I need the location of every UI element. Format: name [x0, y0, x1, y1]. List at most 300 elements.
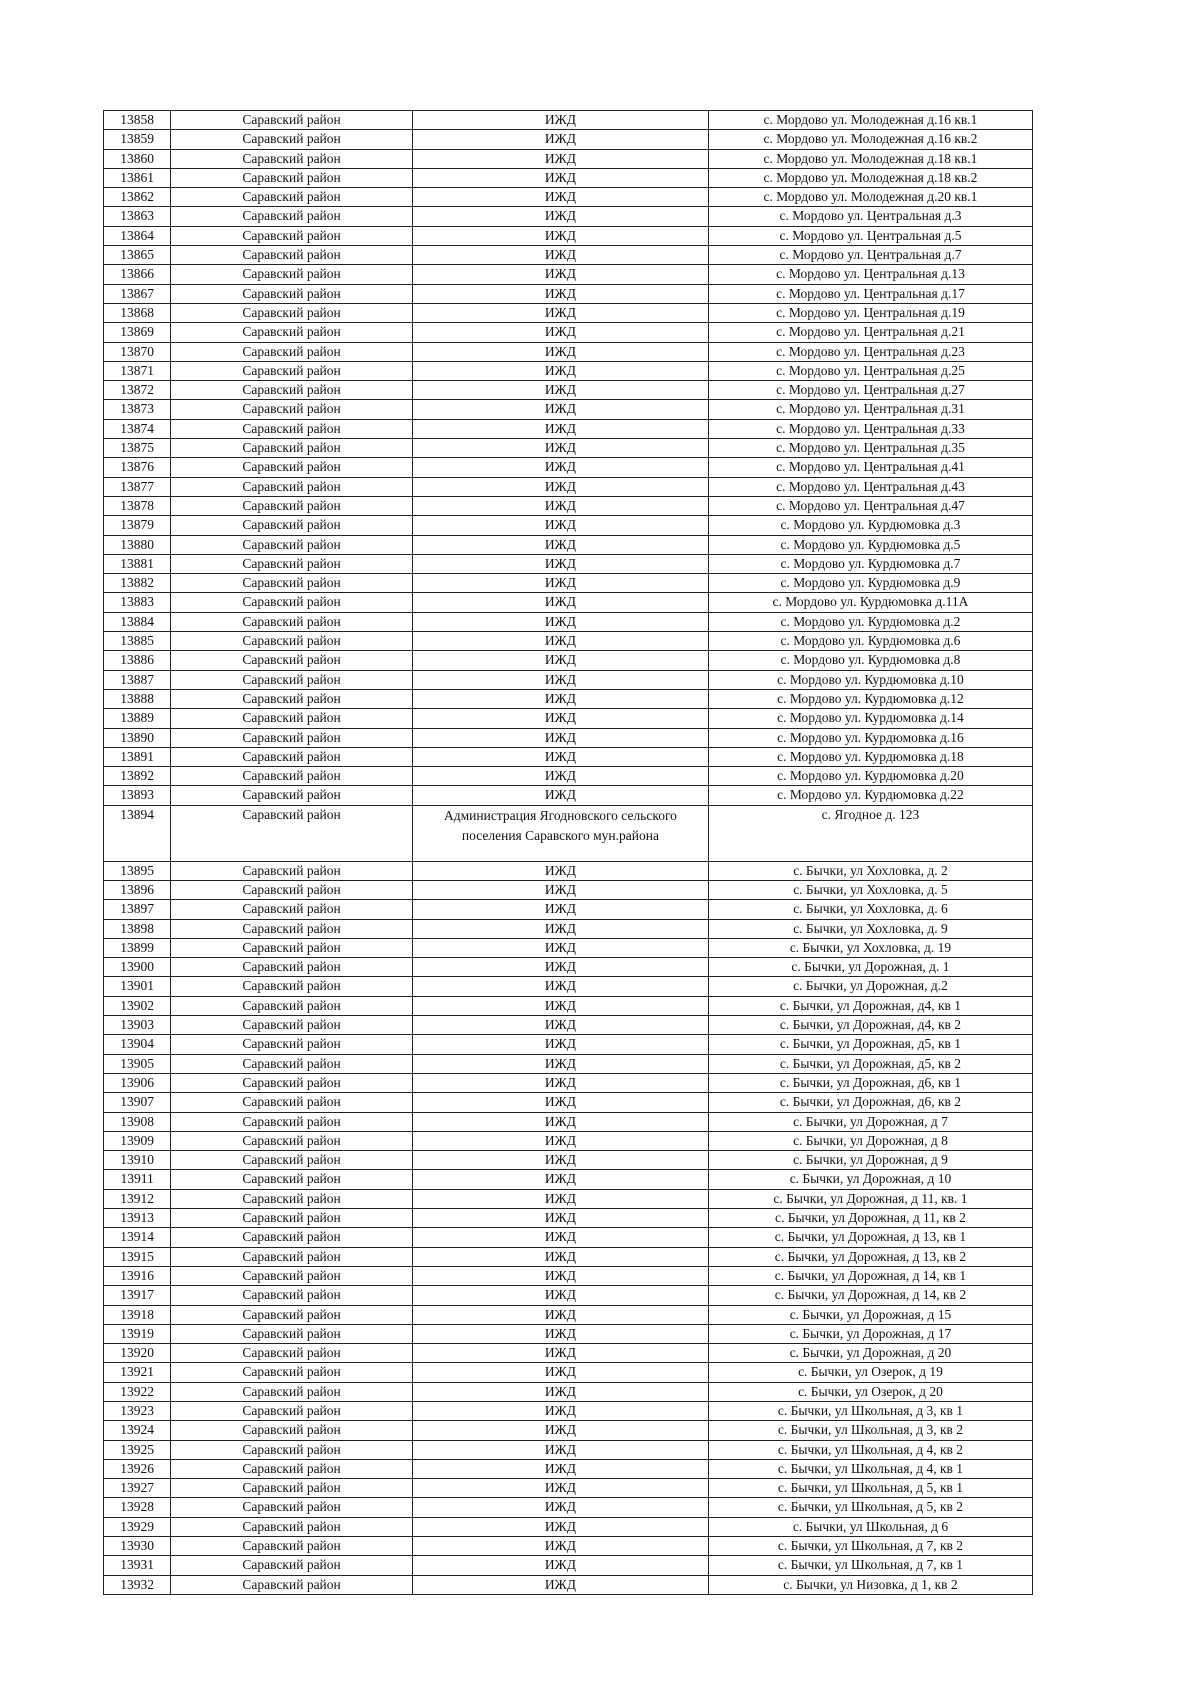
address-cell: с. Мордово ул. Центральная д.19 — [708, 303, 1032, 322]
record-number-cell: 13888 — [104, 689, 171, 708]
table-row — [104, 1247, 1033, 1266]
record-number-cell: 13918 — [104, 1305, 171, 1324]
object-type-cell: ИЖД — [412, 188, 708, 207]
district-cell: Саравский район — [171, 958, 413, 977]
table-row — [104, 535, 1033, 554]
object-type-cell: ИЖД — [412, 1093, 708, 1112]
district-cell: Саравский район — [171, 747, 413, 766]
record-number-cell: 13905 — [104, 1054, 171, 1073]
address-cell: с. Мордово ул. Курдюмовка д.2 — [708, 612, 1032, 631]
address-cell: с. Бычки, ул Дорожная, д. 1 — [708, 958, 1032, 977]
object-type-cell: ИЖД — [412, 516, 708, 535]
district-cell: Саравский район — [171, 265, 413, 284]
record-number-cell: 13895 — [104, 861, 171, 880]
address-cell: с. Бычки, ул Дорожная, д 8 — [708, 1131, 1032, 1150]
object-type-cell: ИЖД — [412, 400, 708, 419]
table-row — [104, 1324, 1033, 1343]
district-cell: Саравский район — [171, 709, 413, 728]
record-number-cell: 13904 — [104, 1035, 171, 1054]
record-number-cell: 13908 — [104, 1112, 171, 1131]
record-number-cell: 13880 — [104, 535, 171, 554]
district-cell: Саравский район — [171, 226, 413, 245]
district-cell: Саравский район — [171, 1517, 413, 1536]
district-cell: Саравский район — [171, 535, 413, 554]
district-cell: Саравский район — [171, 919, 413, 938]
object-type-cell: ИЖД — [412, 670, 708, 689]
record-number-cell: 13884 — [104, 612, 171, 631]
table-row — [104, 612, 1033, 631]
address-cell: с. Бычки, ул Школьная, д 5, кв 2 — [708, 1498, 1032, 1517]
address-cell: с. Мордово ул. Курдюмовка д.6 — [708, 632, 1032, 651]
address-cell: с. Бычки, ул Озерок, д 20 — [708, 1382, 1032, 1401]
record-number-cell: 13875 — [104, 439, 171, 458]
record-number-cell: 13864 — [104, 226, 171, 245]
district-cell: Саравский район — [171, 612, 413, 631]
address-cell: с. Бычки, ул Дорожная, д 7 — [708, 1112, 1032, 1131]
object-type-cell: ИЖД — [412, 1363, 708, 1382]
table-row — [104, 805, 1033, 861]
record-number-cell: 13913 — [104, 1209, 171, 1228]
object-type-cell: ИЖД — [412, 554, 708, 573]
object-type-cell: ИЖД — [412, 1112, 708, 1131]
table-row — [104, 632, 1033, 651]
table-row — [104, 477, 1033, 496]
table-row — [104, 1266, 1033, 1285]
object-type-cell: ИЖД — [412, 323, 708, 342]
record-number-cell: 13882 — [104, 574, 171, 593]
district-cell: Саравский район — [171, 1344, 413, 1363]
table-row — [104, 880, 1033, 899]
object-type-cell: ИЖД — [412, 1459, 708, 1478]
district-cell: Саравский район — [171, 1228, 413, 1247]
object-type-cell: ИЖД — [412, 1575, 708, 1594]
record-number-cell: 13912 — [104, 1189, 171, 1208]
district-cell: Саравский район — [171, 1459, 413, 1478]
record-number-cell: 13877 — [104, 477, 171, 496]
object-type-cell: ИЖД — [412, 1131, 708, 1150]
address-cell: с. Бычки, ул Дорожная, д 17 — [708, 1324, 1032, 1343]
table-row — [104, 1459, 1033, 1478]
district-cell: Саравский район — [171, 1556, 413, 1575]
address-cell: с. Мордово ул. Центральная д.7 — [708, 246, 1032, 265]
district-cell: Саравский район — [171, 149, 413, 168]
record-number-cell: 13860 — [104, 149, 171, 168]
district-cell: Саравский район — [171, 670, 413, 689]
record-number-cell: 13872 — [104, 381, 171, 400]
record-number-cell: 13927 — [104, 1479, 171, 1498]
object-type-cell: ИЖД — [412, 938, 708, 957]
address-cell: с. Бычки, ул Школьная, д 4, кв 2 — [708, 1440, 1032, 1459]
record-number-cell: 13925 — [104, 1440, 171, 1459]
table-row — [104, 168, 1033, 187]
address-cell: с. Бычки, ул Дорожная, д 15 — [708, 1305, 1032, 1324]
object-type-cell: ИЖД — [412, 1479, 708, 1498]
district-cell: Саравский район — [171, 632, 413, 651]
address-cell: с. Бычки, ул Дорожная, д 20 — [708, 1344, 1032, 1363]
record-number-cell: 13891 — [104, 747, 171, 766]
object-type-cell: ИЖД — [412, 593, 708, 612]
table-row — [104, 1131, 1033, 1150]
record-number-cell: 13899 — [104, 938, 171, 957]
table-row — [104, 1344, 1033, 1363]
object-type-cell: ИЖД — [412, 1054, 708, 1073]
address-cell: с. Мордово ул. Курдюмовка д.20 — [708, 767, 1032, 786]
address-cell: с. Бычки, ул Дорожная, д 13, кв 2 — [708, 1247, 1032, 1266]
record-number-cell: 13916 — [104, 1266, 171, 1285]
table-row — [104, 1305, 1033, 1324]
table-row — [104, 381, 1033, 400]
address-cell: с. Бычки, ул Хохловка, д. 19 — [708, 938, 1032, 957]
address-cell: с. Бычки, ул Дорожная, д6, кв 2 — [708, 1093, 1032, 1112]
district-cell: Саравский район — [171, 458, 413, 477]
object-type-cell: ИЖД — [412, 1151, 708, 1170]
object-type-cell: ИЖД — [412, 535, 708, 554]
district-cell: Саравский район — [171, 1209, 413, 1228]
address-cell: с. Мордово ул. Центральная д.43 — [708, 477, 1032, 496]
object-type-cell: ИЖД — [412, 149, 708, 168]
table-row — [104, 1537, 1033, 1556]
record-number-cell: 13866 — [104, 265, 171, 284]
object-type-cell: ИЖД — [412, 1305, 708, 1324]
district-cell: Саравский район — [171, 1131, 413, 1150]
object-type-cell: ИЖД — [412, 381, 708, 400]
district-cell: Саравский район — [171, 207, 413, 226]
object-type-cell: ИЖД — [412, 207, 708, 226]
address-cell: с. Бычки, ул Хохловка, д. 6 — [708, 900, 1032, 919]
record-number-cell: 13910 — [104, 1151, 171, 1170]
address-cell: с. Мордово ул. Центральная д.33 — [708, 419, 1032, 438]
district-cell: Саравский район — [171, 805, 413, 861]
address-cell: с. Бычки, ул Хохловка, д. 5 — [708, 880, 1032, 899]
record-number-cell: 13881 — [104, 554, 171, 573]
district-cell: Саравский район — [171, 342, 413, 361]
object-type-cell: ИЖД — [412, 1517, 708, 1536]
table-row — [104, 111, 1033, 130]
table-row — [104, 1440, 1033, 1459]
district-cell: Саравский район — [171, 361, 413, 380]
district-cell: Саравский район — [171, 1266, 413, 1285]
object-type-cell: ИЖД — [412, 689, 708, 708]
record-number-cell: 13909 — [104, 1131, 171, 1150]
address-cell: с. Бычки, ул Дорожная, д 11, кв. 1 — [708, 1189, 1032, 1208]
object-type-cell: ИЖД — [412, 1421, 708, 1440]
table-row — [104, 938, 1033, 957]
registry-table-body — [104, 111, 1033, 1595]
district-cell: Саравский район — [171, 381, 413, 400]
table-row — [104, 709, 1033, 728]
district-cell: Саравский район — [171, 1479, 413, 1498]
table-row — [104, 1112, 1033, 1131]
table-row — [104, 1382, 1033, 1401]
address-cell: с. Мордово ул. Курдюмовка д.3 — [708, 516, 1032, 535]
table-row — [104, 284, 1033, 303]
address-cell: с. Бычки, ул Дорожная, д6, кв 1 — [708, 1073, 1032, 1092]
table-row — [104, 554, 1033, 573]
record-number-cell: 13887 — [104, 670, 171, 689]
record-number-cell: 13896 — [104, 880, 171, 899]
object-type-cell: ИЖД — [412, 747, 708, 766]
object-type-cell: ИЖД — [412, 574, 708, 593]
object-type-cell: ИЖД — [412, 130, 708, 149]
address-cell: с. Мордово ул. Молодежная д.16 кв.1 — [708, 111, 1032, 130]
record-number-cell: 13876 — [104, 458, 171, 477]
record-number-cell: 13917 — [104, 1286, 171, 1305]
record-number-cell: 13858 — [104, 111, 171, 130]
record-number-cell: 13885 — [104, 632, 171, 651]
district-cell: Саравский район — [171, 1305, 413, 1324]
address-cell: с. Мордово ул. Курдюмовка д.8 — [708, 651, 1032, 670]
address-cell: с. Бычки, ул Дорожная, д 10 — [708, 1170, 1032, 1189]
record-number-cell: 13869 — [104, 323, 171, 342]
address-cell: с. Мордово ул. Курдюмовка д.22 — [708, 786, 1032, 805]
object-type-cell: ИЖД — [412, 246, 708, 265]
record-number-cell: 13867 — [104, 284, 171, 303]
record-number-cell: 13932 — [104, 1575, 171, 1594]
district-cell: Саравский район — [171, 1324, 413, 1343]
object-type-cell: ИЖД — [412, 728, 708, 747]
address-cell: с. Бычки, ул Дорожная, д5, кв 2 — [708, 1054, 1032, 1073]
object-type-cell: ИЖД — [412, 612, 708, 631]
object-type-cell: ИЖД — [412, 265, 708, 284]
object-type-cell: ИЖД — [412, 1324, 708, 1343]
address-cell: с. Мордово ул. Центральная д.41 — [708, 458, 1032, 477]
address-cell: с. Мордово ул. Курдюмовка д.16 — [708, 728, 1032, 747]
object-type-cell: ИЖД — [412, 958, 708, 977]
address-cell: с. Мордово ул. Центральная д.21 — [708, 323, 1032, 342]
address-cell: с. Бычки, ул Дорожная, д 14, кв 2 — [708, 1286, 1032, 1305]
table-row — [104, 651, 1033, 670]
record-number-cell: 13901 — [104, 977, 171, 996]
district-cell: Саравский район — [171, 786, 413, 805]
record-number-cell: 13906 — [104, 1073, 171, 1092]
object-type-cell: ИЖД — [412, 496, 708, 515]
object-type-cell: ИЖД — [412, 1228, 708, 1247]
record-number-cell: 13898 — [104, 919, 171, 938]
record-number-cell: 13921 — [104, 1363, 171, 1382]
address-cell: с. Мордово ул. Центральная д.3 — [708, 207, 1032, 226]
record-number-cell: 13924 — [104, 1421, 171, 1440]
table-row — [104, 419, 1033, 438]
record-number-cell: 13922 — [104, 1382, 171, 1401]
object-type-cell: ИЖД — [412, 1537, 708, 1556]
address-cell: с. Мордово ул. Молодежная д.20 кв.1 — [708, 188, 1032, 207]
address-cell: с. Бычки, ул Школьная, д 7, кв 1 — [708, 1556, 1032, 1575]
address-cell: с. Бычки, ул Школьная, д 6 — [708, 1517, 1032, 1536]
address-cell: с. Бычки, ул Дорожная, д 14, кв 1 — [708, 1266, 1032, 1285]
record-number-cell: 13889 — [104, 709, 171, 728]
record-number-cell: 13929 — [104, 1517, 171, 1536]
table-row — [104, 149, 1033, 168]
district-cell: Саравский район — [171, 111, 413, 130]
address-cell: с. Бычки, ул Дорожная, д.2 — [708, 977, 1032, 996]
district-cell: Саравский район — [171, 651, 413, 670]
table-row — [104, 458, 1033, 477]
object-type-cell: ИЖД — [412, 996, 708, 1015]
object-type-cell: ИЖД — [412, 168, 708, 187]
district-cell: Саравский район — [171, 728, 413, 747]
object-type-cell: ИЖД — [412, 1556, 708, 1575]
district-cell: Саравский район — [171, 1363, 413, 1382]
record-number-cell: 13883 — [104, 593, 171, 612]
record-number-cell: 13902 — [104, 996, 171, 1015]
address-cell: с. Бычки, ул Школьная, д 4, кв 1 — [708, 1459, 1032, 1478]
address-cell: с. Мордово ул. Курдюмовка д.18 — [708, 747, 1032, 766]
address-cell: с. Бычки, ул Дорожная, д4, кв 1 — [708, 996, 1032, 1015]
table-row — [104, 361, 1033, 380]
table-row — [104, 188, 1033, 207]
district-cell: Саравский район — [171, 477, 413, 496]
address-cell: с. Бычки, ул Дорожная, д 9 — [708, 1151, 1032, 1170]
object-type-cell: ИЖД — [412, 303, 708, 322]
table-row — [104, 574, 1033, 593]
record-number-cell: 13890 — [104, 728, 171, 747]
table-row — [104, 226, 1033, 245]
record-number-cell: 13871 — [104, 361, 171, 380]
table-row — [104, 1556, 1033, 1575]
table-row — [104, 130, 1033, 149]
record-number-cell: 13900 — [104, 958, 171, 977]
district-cell: Саравский район — [171, 1286, 413, 1305]
address-cell: с. Мордово ул. Молодежная д.18 кв.1 — [708, 149, 1032, 168]
district-cell: Саравский район — [171, 1112, 413, 1131]
table-row — [104, 728, 1033, 747]
address-cell: с. Мордово ул. Курдюмовка д.14 — [708, 709, 1032, 728]
table-row — [104, 1498, 1033, 1517]
table-row — [104, 689, 1033, 708]
table-row — [104, 1402, 1033, 1421]
district-cell: Саравский район — [171, 1151, 413, 1170]
address-cell: с. Мордово ул. Курдюмовка д.11А — [708, 593, 1032, 612]
district-cell: Саравский район — [171, 284, 413, 303]
object-type-cell: ИЖД — [412, 786, 708, 805]
table-row — [104, 439, 1033, 458]
object-type-cell: ИЖД — [412, 226, 708, 245]
district-cell: Саравский район — [171, 419, 413, 438]
address-cell: с. Мордово ул. Центральная д.17 — [708, 284, 1032, 303]
object-type-cell: ИЖД — [412, 361, 708, 380]
address-cell: с. Мордово ул. Молодежная д.18 кв.2 — [708, 168, 1032, 187]
record-number-cell: 13923 — [104, 1402, 171, 1421]
table-row — [104, 670, 1033, 689]
table-row — [104, 1151, 1033, 1170]
district-cell: Саравский район — [171, 554, 413, 573]
table-row — [104, 246, 1033, 265]
object-type-cell: ИЖД — [412, 111, 708, 130]
table-row — [104, 1170, 1033, 1189]
address-cell: с. Мордово ул. Центральная д.27 — [708, 381, 1032, 400]
table-row — [104, 516, 1033, 535]
object-type-cell: ИЖД — [412, 1189, 708, 1208]
table-row — [104, 1054, 1033, 1073]
record-number-cell: 13862 — [104, 188, 171, 207]
district-cell: Саравский район — [171, 303, 413, 322]
table-row — [104, 1228, 1033, 1247]
address-cell: с. Мордово ул. Центральная д.31 — [708, 400, 1032, 419]
district-cell: Саравский район — [171, 323, 413, 342]
object-type-cell: ИЖД — [412, 900, 708, 919]
table-row — [104, 1209, 1033, 1228]
object-type-cell: ИЖД — [412, 419, 708, 438]
table-row — [104, 265, 1033, 284]
table-row — [104, 342, 1033, 361]
record-number-cell: 13893 — [104, 786, 171, 805]
table-row — [104, 1073, 1033, 1092]
district-cell: Саравский район — [171, 767, 413, 786]
table-row — [104, 1016, 1033, 1035]
district-cell: Саравский район — [171, 977, 413, 996]
district-cell: Саравский район — [171, 1498, 413, 1517]
record-number-cell: 13878 — [104, 496, 171, 515]
table-row — [104, 1517, 1033, 1536]
address-cell: с. Бычки, ул Низовка, д 1, кв 2 — [708, 1575, 1032, 1594]
table-row — [104, 958, 1033, 977]
object-type-cell: ИЖД — [412, 977, 708, 996]
object-type-cell: ИЖД — [412, 1498, 708, 1517]
object-type-cell: ИЖД — [412, 1073, 708, 1092]
address-cell: с. Бычки, ул Школьная, д 3, кв 2 — [708, 1421, 1032, 1440]
address-cell: с. Мордово ул. Курдюмовка д.9 — [708, 574, 1032, 593]
district-cell: Саравский район — [171, 689, 413, 708]
district-cell: Саравский район — [171, 880, 413, 899]
record-number-cell: 13874 — [104, 419, 171, 438]
record-number-cell: 13861 — [104, 168, 171, 187]
table-row — [104, 996, 1033, 1015]
object-type-cell: ИЖД — [412, 1035, 708, 1054]
address-cell: с. Мордово ул. Курдюмовка д.10 — [708, 670, 1032, 689]
address-cell: с. Бычки, ул Школьная, д 5, кв 1 — [708, 1479, 1032, 1498]
object-type-cell: ИЖД — [412, 1440, 708, 1459]
address-cell: с. Бычки, ул Дорожная, д5, кв 1 — [708, 1035, 1032, 1054]
address-cell: с. Мордово ул. Молодежная д.16 кв.2 — [708, 130, 1032, 149]
table-row — [104, 786, 1033, 805]
district-cell: Саравский район — [171, 1016, 413, 1035]
address-cell: с. Мордово ул. Центральная д.35 — [708, 439, 1032, 458]
object-type-cell: ИЖД — [412, 1266, 708, 1285]
address-cell: с. Бычки, ул Дорожная, д 11, кв 2 — [708, 1209, 1032, 1228]
object-type-cell: ИЖД — [412, 1170, 708, 1189]
table-row — [104, 900, 1033, 919]
table-row — [104, 1479, 1033, 1498]
record-number-cell: 13892 — [104, 767, 171, 786]
table-row — [104, 1575, 1033, 1594]
address-cell: с. Мордово ул. Курдюмовка д.5 — [708, 535, 1032, 554]
address-cell: с. Мордово ул. Центральная д.5 — [708, 226, 1032, 245]
record-number-cell: 13931 — [104, 1556, 171, 1575]
record-number-cell: 13919 — [104, 1324, 171, 1343]
district-cell: Саравский район — [171, 1382, 413, 1401]
district-cell: Саравский район — [171, 246, 413, 265]
address-cell: с. Мордово ул. Центральная д.25 — [708, 361, 1032, 380]
record-number-cell: 13870 — [104, 342, 171, 361]
district-cell: Саравский район — [171, 1093, 413, 1112]
address-cell: с. Бычки, ул Озерок, д 19 — [708, 1363, 1032, 1382]
district-cell: Саравский район — [171, 1035, 413, 1054]
district-cell: Саравский район — [171, 168, 413, 187]
record-number-cell: 13868 — [104, 303, 171, 322]
district-cell: Саравский район — [171, 938, 413, 957]
address-cell: с. Бычки, ул Школьная, д 3, кв 1 — [708, 1402, 1032, 1421]
object-type-cell: ИЖД — [412, 861, 708, 880]
record-number-cell: 13915 — [104, 1247, 171, 1266]
table-row — [104, 767, 1033, 786]
object-type-cell: ИЖД — [412, 632, 708, 651]
record-number-cell: 13907 — [104, 1093, 171, 1112]
district-cell: Саравский район — [171, 574, 413, 593]
record-number-cell: 13873 — [104, 400, 171, 419]
district-cell: Саравский район — [171, 1421, 413, 1440]
district-cell: Саравский район — [171, 496, 413, 515]
object-type-cell: ИЖД — [412, 1382, 708, 1401]
